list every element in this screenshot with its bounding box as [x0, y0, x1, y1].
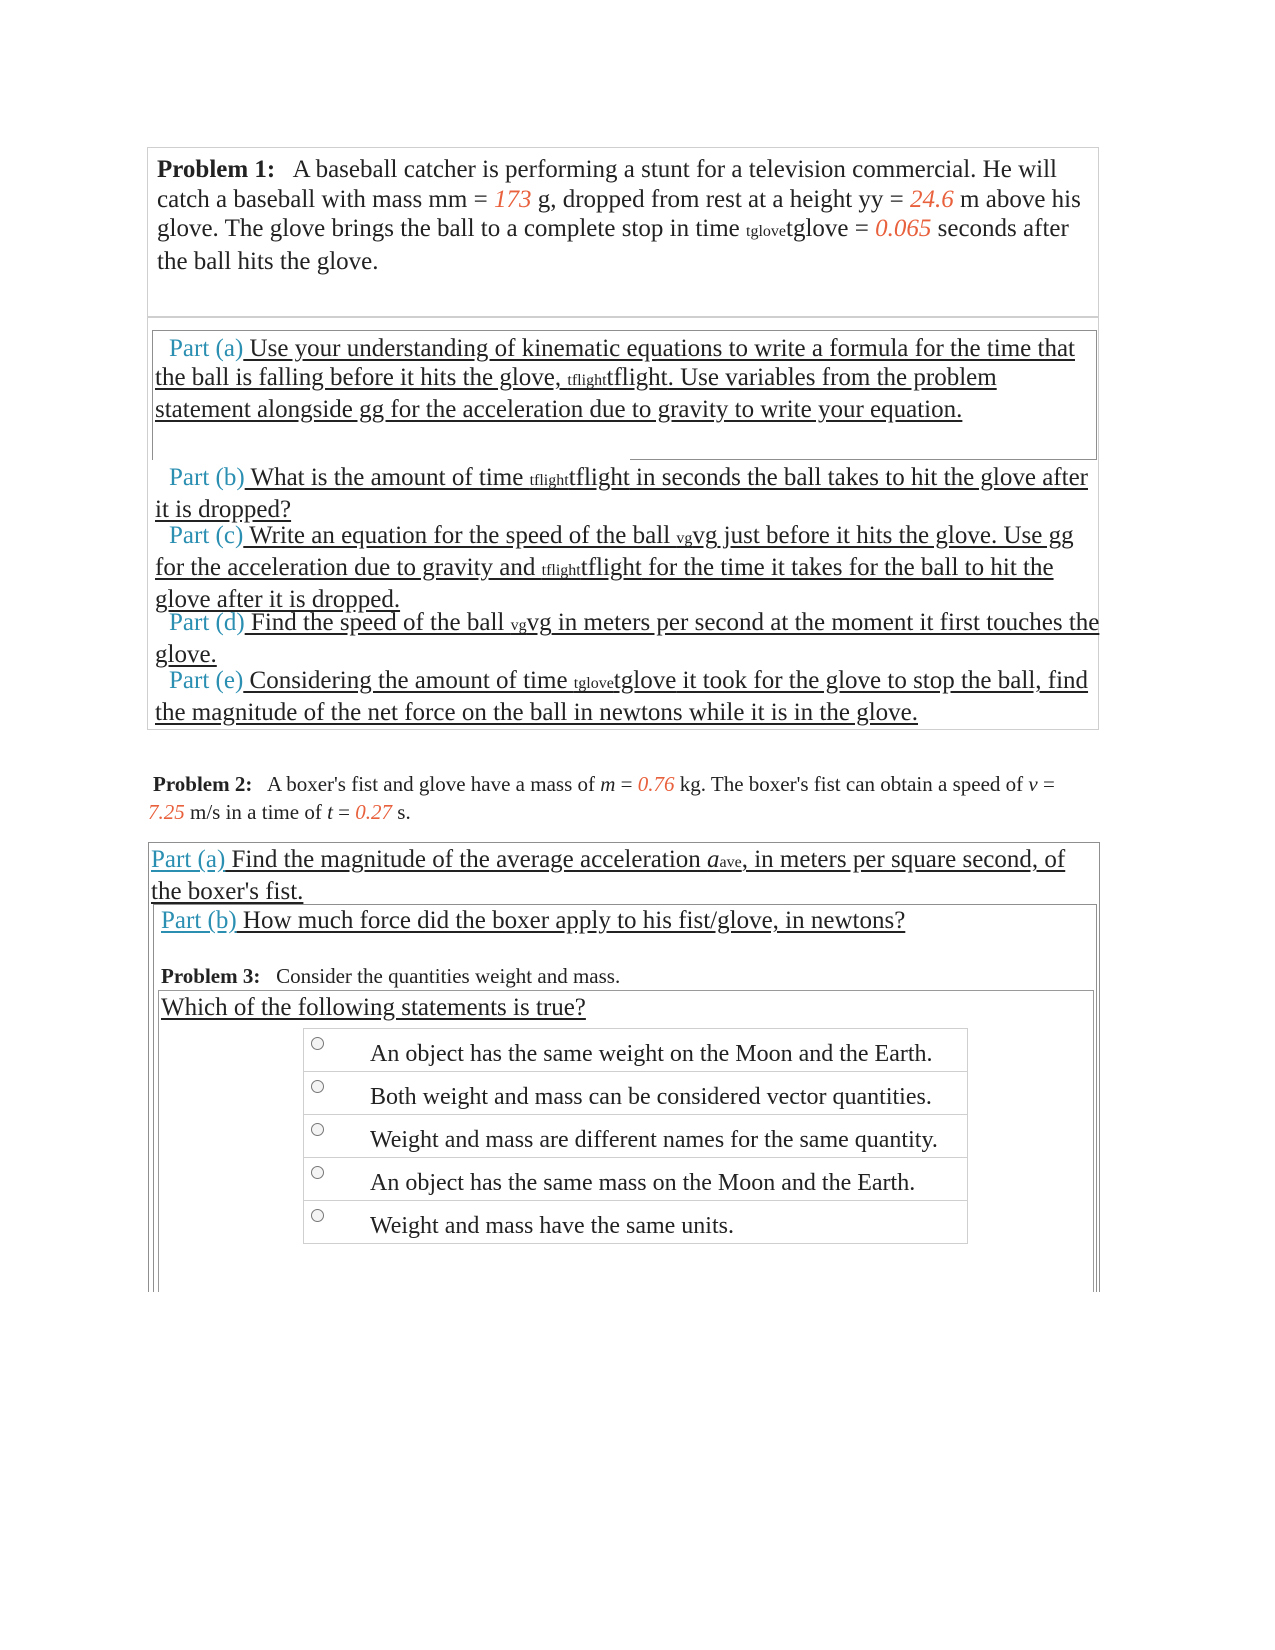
option-row-1[interactable] [303, 1028, 968, 1072]
problem1-mass-value: 173 [493, 185, 532, 213]
radio-button[interactable] [311, 1037, 324, 1050]
problem1-part-c [155, 521, 1100, 614]
part-b-q2: in seconds the ball takes to hit the glove after it is dropped? [155, 464, 1088, 523]
problem1-part-a [155, 334, 1095, 424]
problem2-text-d: s. [392, 800, 411, 824]
problem2-text-a: A boxer's fist and glove have a mass of [266, 772, 601, 796]
problem1-statement [157, 155, 1087, 276]
problem3-statement [161, 964, 620, 989]
part-b-var: tflight [568, 464, 630, 491]
problem1-height-value: 24.6 [910, 185, 954, 213]
radio-button[interactable] [311, 1166, 324, 1179]
radio-button[interactable] [311, 1209, 324, 1222]
problem2-speed-value: 7.25 [148, 800, 185, 824]
problem2-part-a-label: Part (a) [151, 846, 226, 873]
problem3-text: Consider the quantities weight and mass. [276, 964, 621, 988]
problem1-tglove-sub: tglove [746, 223, 787, 240]
problem1-part-e-label: Part (e) [169, 667, 244, 694]
problem2-part-a [151, 845, 1101, 906]
problem1-part-d [155, 608, 1100, 669]
problem1-text-c: m above his glove. The glove brings the ball to a complete stop in time [157, 185, 1081, 242]
part-a-sub: tflight [567, 372, 607, 389]
option-label: Weight and mass are different names for the same quantity. [370, 1127, 938, 1153]
option-label: Both weight and mass can be considered vector quantities. [370, 1084, 932, 1110]
problem1-part-d-label: Part (d) [169, 609, 245, 636]
problem2-eq-t: = [332, 800, 356, 824]
part-c-var: vg [692, 522, 718, 549]
problem1-part-a-frame-left [152, 330, 153, 460]
p2-part-a-q1: Find the magnitude of the average acceleration [225, 846, 708, 873]
problem2-text-c: m/s in a time of [184, 800, 328, 824]
problem1-text-a: A baseball catcher is performing a stunt for a television commercial. He will catch a baseball with mass mm = [157, 156, 1057, 213]
problem2-v-var: v [1028, 772, 1038, 796]
problem1-part-a-frame-bottom [630, 459, 1097, 460]
p2-part-a-q2: , in meters per square second, of the boxer's fist. [151, 846, 1066, 905]
problem2-part-a-question [151, 846, 1065, 905]
part-d-q1: Find the speed of the ball [244, 609, 511, 636]
part-e-q2: it took for the glove to stop the ball, find the magnitude of the net force on the ball in newtons while it is in the glove. [155, 667, 1089, 726]
problem1-part-c-label: Part (c) [169, 522, 244, 549]
problem1-part-b-label: Part (b) [169, 464, 245, 491]
problem1-text-b: g, dropped from rest at a height yy = [531, 185, 911, 213]
option-row-5[interactable] [303, 1200, 968, 1244]
problem1-part-b [155, 463, 1100, 524]
option-row-2[interactable] [303, 1071, 968, 1115]
problem1-part-a-label: Part (a) [169, 335, 244, 362]
part-a-q1: Use your understanding of kinematic equations to write a formula for the time that the ball is falling before it hits the glove, [155, 335, 1075, 391]
problem2-mass-value: 0.76 [637, 772, 675, 796]
part-a-q2: . Use variables from the problem statement alongside gg for the acceleration due to gravity to write your equation. [155, 364, 997, 423]
problem2-part-b [161, 906, 1091, 935]
p2-part-a-var: a [707, 846, 720, 873]
part-b-q1: What is the amount of time [244, 464, 530, 491]
problem1-text-d: = [848, 215, 876, 242]
option-label: Weight and mass have the same units. [370, 1213, 734, 1239]
problem3-question [161, 993, 586, 1022]
problem2-eq-v: = [1037, 772, 1055, 796]
problem1-part-a-question [155, 335, 1075, 423]
part-a-var: tflight [606, 364, 668, 391]
problem2-statement [148, 770, 1093, 826]
problem1-part-e [155, 666, 1100, 727]
part-c-sub2: tflight [541, 562, 581, 579]
problem2-m-var: m [600, 772, 616, 796]
part-c-sub: vg [676, 530, 693, 547]
option-row-4[interactable] [303, 1157, 968, 1201]
problem2-part-b-question: How much force did the boxer apply to his fist/glove, in newtons? [236, 907, 906, 934]
part-d-q2: in meters per second at the moment it first touches the glove. [155, 609, 1100, 668]
problem2-part-b-label: Part (b) [161, 907, 237, 934]
part-d-sub: vg [510, 617, 527, 634]
problem1-text-e: seconds after the ball hits the glove. [157, 215, 1069, 275]
problem3-label: Problem 3: [161, 964, 261, 988]
part-c-var2: tflight [580, 554, 642, 581]
problem1-time-value: 0.065 [875, 215, 932, 242]
part-e-q1: Considering the amount of time [243, 667, 574, 694]
option-label: An object has the same weight on the Moon and the Earth. [370, 1041, 933, 1067]
problem2-text-b: kg. The boxer's fist can obtain a speed of [674, 772, 1029, 796]
part-e-sub: tglove [573, 675, 614, 692]
part-c-q3: for the time it takes for the ball to hit the glove after it is dropped. [155, 554, 1054, 613]
problem2-time-value: 0.27 [355, 800, 393, 824]
problem2-t-var: t [327, 800, 333, 824]
radio-button[interactable] [311, 1080, 324, 1093]
problem2-eq: = [615, 772, 638, 796]
problem3-question-text: Which of the following statements is true? [161, 994, 586, 1021]
part-c-q1: Write an equation for the speed of the ball [243, 522, 677, 549]
problem2-label: Problem 2: [153, 772, 253, 796]
option-row-3[interactable] [303, 1114, 968, 1158]
part-d-var: vg [526, 609, 552, 636]
problem1-label: Problem 1: [157, 156, 276, 183]
option-label: An object has the same mass on the Moon and the Earth. [370, 1170, 916, 1196]
problem1-part-b-question [155, 464, 1088, 523]
problem1-part-e-question [155, 667, 1088, 726]
problem1-part-c-question [155, 522, 1074, 613]
radio-button[interactable] [311, 1123, 324, 1136]
problem1-part-d-question [155, 609, 1099, 668]
part-b-sub: tflight [529, 472, 569, 489]
part-c-q2: just before it hits the glove. Use gg for the acceleration due to gravity and [155, 522, 1074, 581]
problem1-tglove-var: tglove [786, 215, 849, 242]
p2-part-a-sub: ave [719, 854, 742, 871]
part-e-var: tglove [613, 667, 677, 694]
